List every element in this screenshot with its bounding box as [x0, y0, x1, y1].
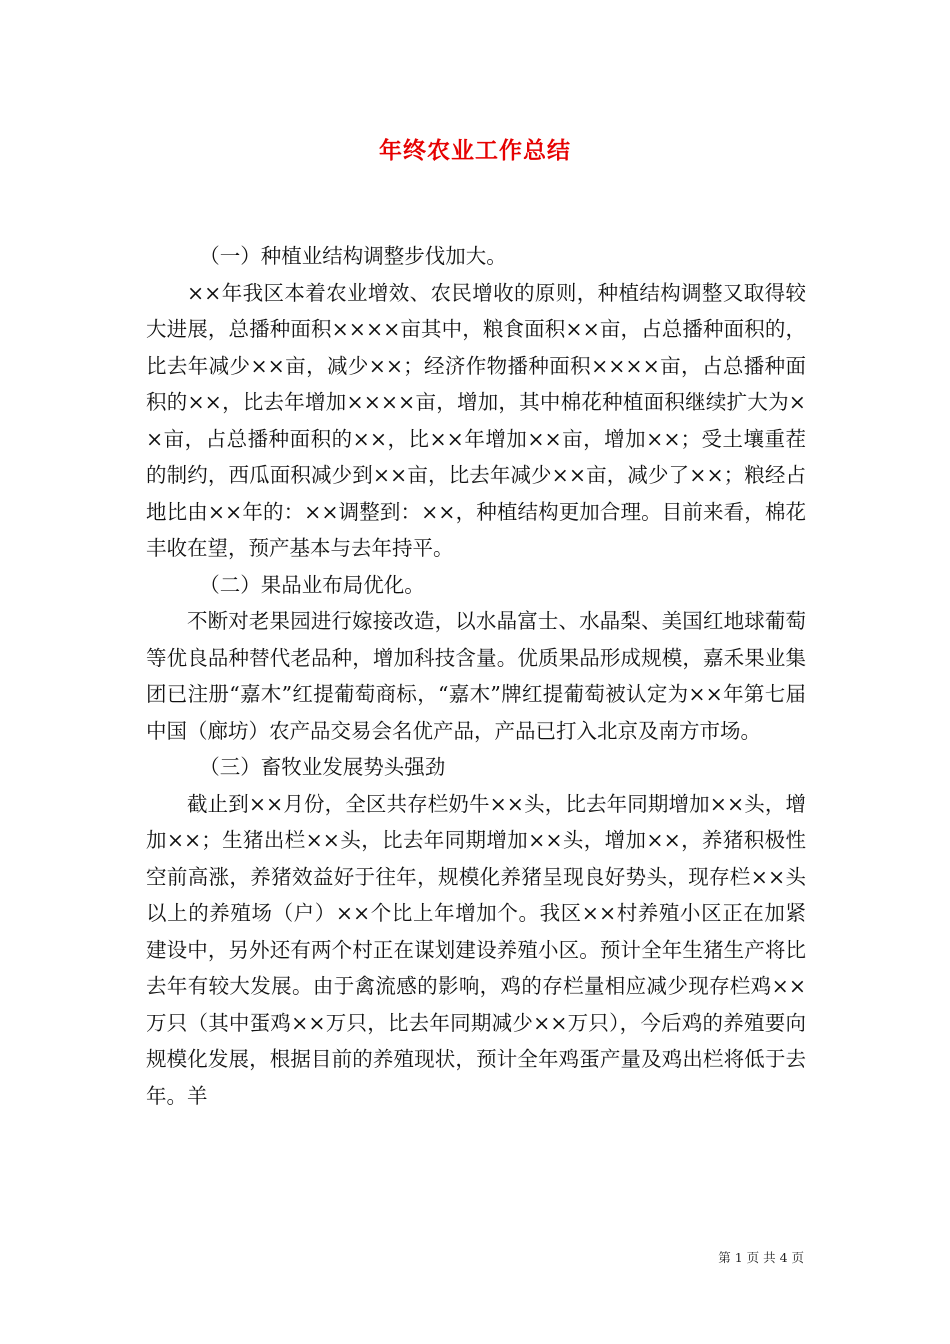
document-title: 年终农业工作总结 — [379, 138, 571, 164]
body-paragraph: 截止到××月份，全区共存栏奶牛××头，比去年同期增加××头，增加××；生猪出栏××头，比去年同期增加××头，增加××，养猪积极性空前高涨，养猪效益好于往年，规模化养猪呈现良好势头，现存栏××头以上的养殖场（户）××个比上年增加个。我区××村养殖小区正在加紧建设中，另外还有两个村正在谋划建设养殖小区。预计全年生猪生产将比去年有较大发展。由于禽流感的影响，鸡的存栏量相应减少现存栏鸡××万只（其中蛋鸡××万只，比去年同期减少××万只），今后鸡的养殖要向规模化发展，根据目前的养殖现状，预计全年鸡蛋产量及鸡出栏将低于去年。羊 — [146, 791, 806, 1108]
body-paragraph: ××年我区本着农业增效、农民增收的原则，种植结构调整又取得较大进展，总播种面积××××亩其中，粮食面积××亩，占总播种面积的，比去年减少××亩，减少××；经济作物播种面积××××亩，占总播种面积的××，比去年增加××××亩，增加，其中棉花种植面积继续扩大为××亩，占总播种面积的××，比××年增加××亩，增加××；受土壤重茬的制约，西瓜面积减少到××亩，比去年减少××亩，减少了××；粮经占地比由××年的：××调整到：××，种植结构更加合理。目前来看，棉花丰收在望，预产基本与去年持平。 — [146, 280, 806, 560]
document-body — [146, 238, 806, 1114]
section-heading: （一）种植业结构调整步伐加大。 — [199, 244, 507, 268]
section-heading: （二）果品业布局优化。 — [199, 572, 425, 597]
page-number: 第 1 页 共 4 页 — [718, 1250, 804, 1265]
body-paragraph: 不断对老果园进行嫁接改造，以水晶富士、水晶梨、美国红地球葡萄等优良品种替代老品种，增加科技含量。优质果品形成规模，嘉禾果业集团已注册“嘉木”红提葡萄商标，“嘉木”牌红提葡萄被认定为××年第七届中国（廊坊）农产品交易会名优产品，产品已打入北京及南方市场。 — [146, 609, 806, 743]
section-heading: （三）畜牧业发展势头强劲 — [199, 755, 446, 779]
